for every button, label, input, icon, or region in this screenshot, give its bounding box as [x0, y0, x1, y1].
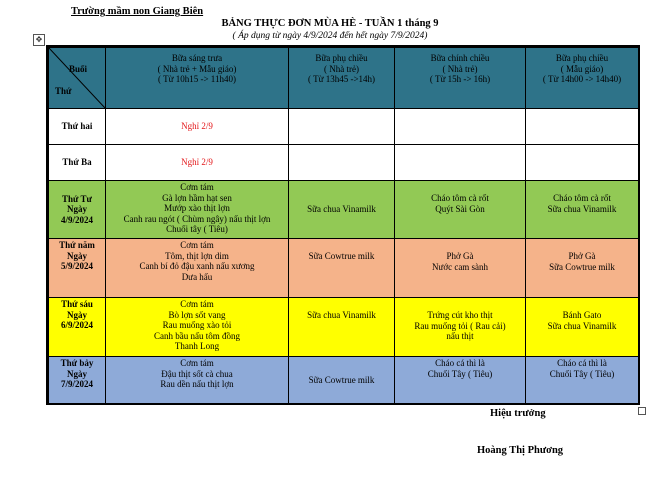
- day-label: Thứ Ba: [62, 157, 92, 168]
- day-label: Thứ sáu: [61, 299, 93, 309]
- day-date: 4/9/2024: [60, 214, 93, 225]
- dish: Bò lợn sốt vang: [168, 309, 226, 320]
- dish: Sữa Cowtrue milk: [308, 374, 375, 385]
- column-time: ( Từ 15h -> 16h): [429, 74, 491, 84]
- column-subtitle: ( Nhà trẻ + Mẫu giáo): [157, 63, 237, 74]
- day-label: Ngày: [67, 250, 87, 261]
- day-label: Thứ hai: [61, 121, 93, 132]
- dish: Sữa Cowtrue milk: [308, 251, 375, 261]
- column-time: ( Từ 14h00 -> 14h40): [542, 74, 622, 84]
- dish: Canh bí đỏ đậu xanh nấu xương: [139, 261, 255, 271]
- day-label: Ngày: [67, 204, 87, 215]
- column-header: [289, 48, 395, 109]
- corner-header-cell: [49, 48, 106, 109]
- column-title: Bữa phụ chiều: [555, 53, 609, 63]
- menu-cell: [395, 357, 526, 404]
- table-row-friday: [49, 298, 639, 357]
- school-name: Trường mầm non Giang Biên: [71, 6, 204, 17]
- dish: Mướp xào thịt lợn: [164, 203, 230, 213]
- dish: Phở Gà: [568, 251, 596, 261]
- column-time: ( Từ 13h45 ->14h): [307, 74, 376, 84]
- menu-cell: [106, 239, 289, 298]
- day-label: Ngày: [67, 309, 87, 320]
- table-row-wednesday: [49, 181, 639, 239]
- dish: Trứng cút kho thịt: [427, 310, 493, 320]
- day-cell: [49, 109, 106, 145]
- day-date: 7/9/2024: [60, 379, 93, 389]
- dish: Sữa Cowtrue milk: [549, 261, 615, 272]
- menu-cell: [289, 357, 395, 404]
- menu-cell: [526, 239, 639, 298]
- dish: nấu thịt: [446, 331, 474, 341]
- menu-cell: [106, 145, 289, 181]
- menu-cell: [106, 181, 289, 239]
- dish: Cơm tám: [180, 240, 214, 250]
- dish: Cơm tám: [180, 358, 214, 368]
- dish: Rau dền nấu thịt lợn: [160, 379, 234, 389]
- dish: Bánh Gato: [562, 310, 602, 320]
- menu-cell: [289, 298, 395, 357]
- day-label: Thứ bảy: [60, 358, 94, 368]
- holiday-note: Nghỉ 2/9: [181, 157, 213, 168]
- corner-label-day: Thứ: [55, 85, 72, 96]
- dish: Chuối Tây ( Tiêu): [427, 368, 493, 379]
- empty-cell: [289, 109, 395, 145]
- column-header: [106, 48, 289, 109]
- menu-cell: [526, 298, 639, 357]
- column-subtitle: ( Mẫu giáo): [560, 63, 604, 74]
- signature-name: Hoàng Thị Phương: [477, 445, 564, 456]
- column-subtitle: ( Nhà trẻ): [324, 63, 359, 74]
- dish: Rau muống xào tỏi: [162, 320, 232, 330]
- dish: Cháo tôm cà rốt: [553, 193, 611, 203]
- dish: Sữa chua Vinamilk: [307, 204, 376, 215]
- dish: Chuối tây ( Tiêu): [166, 224, 228, 234]
- dish: Quýt Sài Gòn: [435, 203, 485, 214]
- empty-cell: [395, 145, 526, 181]
- dish: Sữa chua Vinamilk: [547, 203, 617, 214]
- dish: Cháo cá thì là: [435, 358, 485, 368]
- column-time: ( Từ 10h15 -> 11h40): [158, 74, 236, 84]
- day-label: Thứ Tư: [62, 193, 92, 204]
- signature-title: Hiệu trưởng: [490, 408, 546, 419]
- day-cell: [49, 357, 106, 404]
- menu-cell: [526, 357, 639, 404]
- dish: Nước cam sành: [431, 261, 489, 272]
- table-row-tuesday: [49, 145, 639, 181]
- empty-cell: [526, 109, 639, 145]
- dish: Tôm, thịt lợn dim: [165, 250, 229, 261]
- day-cell: [49, 145, 106, 181]
- table-row-thursday: [49, 239, 639, 298]
- menu-cell: [289, 181, 395, 239]
- menu-cell: [395, 239, 526, 298]
- dish: Phở Gà: [446, 251, 474, 261]
- menu-title: BẢNG THỰC ĐƠN MÙA HÈ - TUẦN 1 tháng 9: [221, 18, 439, 29]
- table-header-row: [49, 48, 639, 109]
- dish: Cơm tám: [180, 299, 214, 309]
- dish: Dưa hấu: [181, 271, 213, 282]
- empty-cell: [395, 109, 526, 145]
- column-title: Bữa chính chiều: [430, 53, 490, 63]
- day-label: Thứ năm: [59, 240, 95, 250]
- menu-cell: [106, 298, 289, 357]
- menu-date-range: ( Áp dụng từ ngày 4/9/2024 đến hết ngày 7/9/2024): [232, 31, 428, 41]
- column-header: [395, 48, 526, 109]
- dish: Rau muống tỏi ( Rau cải): [414, 320, 506, 331]
- column-header: [526, 48, 639, 109]
- column-subtitle: ( Nhà trẻ): [442, 63, 478, 74]
- table-row-saturday: [49, 357, 639, 404]
- column-title: Bữa phụ chiều: [315, 53, 368, 63]
- dish: Canh rau ngót ( Chùm ngây) nấu thịt lợn: [123, 213, 271, 224]
- day-date: 5/9/2024: [60, 261, 93, 271]
- empty-cell: [526, 145, 639, 181]
- weekly-menu-table: [48, 47, 639, 404]
- day-date: 6/9/2024: [60, 320, 93, 330]
- menu-cell: [106, 109, 289, 145]
- dish: Gà lợn hầm hạt sen: [162, 192, 232, 203]
- column-title: Bữa sáng trưa: [171, 53, 223, 63]
- menu-cell: [106, 357, 289, 404]
- holiday-note: Nghỉ 2/9: [181, 121, 213, 132]
- day-cell: [49, 181, 106, 239]
- dish: Sữa chua Vinamilk: [547, 320, 617, 331]
- corner-label-session: Buổi: [68, 64, 87, 74]
- menu-cell: [526, 181, 639, 239]
- dish: Đậu thịt sốt cà chua: [161, 368, 233, 379]
- table-resize-handle-icon[interactable]: [638, 407, 646, 415]
- dish: Cháo tôm cà rốt: [431, 193, 489, 203]
- dish: Canh bầu nấu tôm đồng: [154, 330, 240, 341]
- day-label: Ngày: [67, 368, 87, 379]
- dish: Cháo cá thì là: [557, 358, 607, 368]
- menu-cell: [289, 239, 395, 298]
- menu-cell: [395, 181, 526, 239]
- dish: Cơm tám: [180, 182, 214, 192]
- day-cell: [49, 239, 106, 298]
- empty-cell: [289, 145, 395, 181]
- dish: Sữa chua Vinamilk: [307, 310, 376, 320]
- dish: Chuối Tây ( Tiêu): [549, 368, 615, 379]
- table-move-handle-icon[interactable]: ✥: [33, 34, 45, 46]
- diagonal-line-icon: [49, 48, 105, 108]
- table-row-monday: [49, 109, 639, 145]
- day-cell: [49, 298, 106, 357]
- dish: Thanh Long: [174, 341, 220, 351]
- menu-cell: [395, 298, 526, 357]
